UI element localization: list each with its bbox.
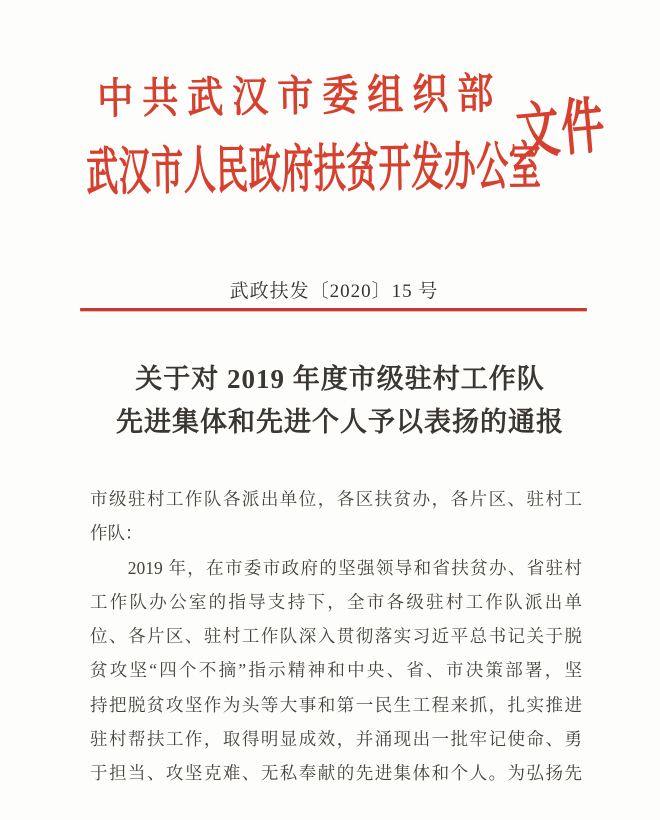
issuing-org-line2: 武汉市人民政府扶贫开发办公室	[85, 136, 542, 202]
body-line: 2019 年，在市委市政府的坚强领导和省扶贫办、省驻村	[90, 557, 582, 578]
body-line: 作队：	[90, 523, 143, 544]
body-line: 贫攻坚“四个不摘”指示精神和中央、省、市决策部署，坚	[90, 660, 582, 681]
body-line: 于担当、攻坚克难、无私奉献的先进集体和个人。为弘扬先	[90, 763, 582, 784]
doc-title-line2: 先进集体和先进个人予以表扬的通报	[116, 407, 564, 437]
doc-type-label: 文件	[513, 93, 610, 168]
body-line: 位、各片区、驻村工作队深入贯彻落实习近平总书记关于脱	[90, 626, 582, 647]
doc-number: 武政扶发〔2020〕15 号	[229, 281, 439, 302]
doc-body	[90, 482, 582, 791]
doc-title-line1: 关于对 2019 年度市级驻村工作队	[135, 364, 545, 394]
letterhead	[85, 69, 542, 202]
body-line: 工作队办公室的指导支持下，全市各级驻村工作队派出单	[90, 591, 582, 612]
body-line: 市级驻村工作队各派出单位，各区扶贫办，各片区、驻村工	[90, 489, 582, 509]
red-divider-line	[80, 308, 587, 311]
issuing-org-line1: 中共武汉市委组织部	[96, 69, 503, 123]
doc-title	[50, 358, 630, 444]
body-line: 持把脱贫攻坚作为头等大事和第一民生工程来抓，扎实推进	[90, 694, 582, 715]
body-line: 驻村帮扶工作，取得明显成效，并涌现出一批牢记使命、勇	[90, 729, 582, 750]
